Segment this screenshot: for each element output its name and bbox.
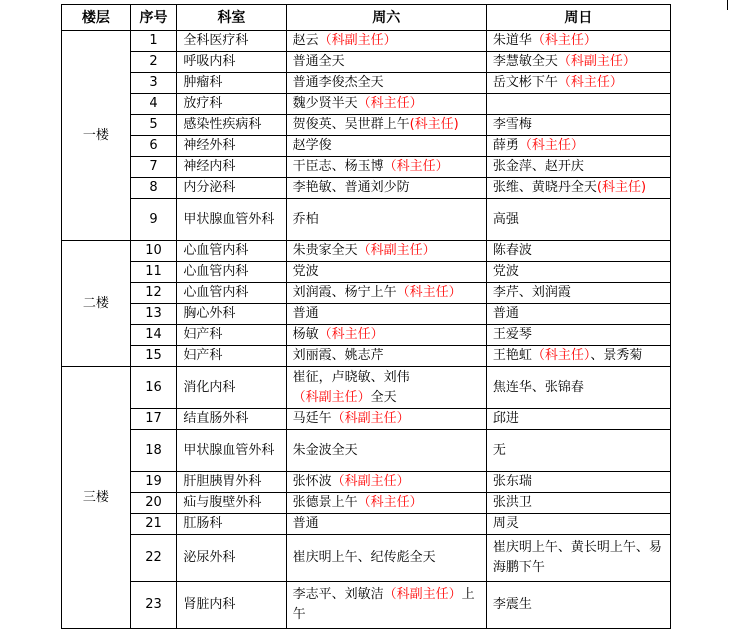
row-number: 16	[130, 367, 177, 409]
doctor-text: 干臣志、杨玉博	[292, 159, 384, 174]
row-number: 19	[130, 472, 177, 493]
saturday-cell	[286, 283, 486, 304]
header-floor: 楼层	[62, 5, 131, 31]
doctor-text: 张怀波	[292, 474, 332, 489]
title-text: （科主任）	[383, 159, 449, 174]
saturday-cell	[286, 199, 486, 241]
table-row	[62, 157, 671, 178]
doctor-text: 王爱琴	[492, 327, 532, 342]
sunday-cell	[486, 157, 670, 178]
table-row	[62, 325, 671, 346]
doctor-text: 乔柏	[292, 211, 319, 227]
saturday-cell	[286, 346, 486, 367]
table-row	[62, 241, 671, 262]
sunday-cell	[486, 52, 670, 73]
doctor-text: 普通	[292, 306, 319, 321]
doctor-text: 张洪卫	[492, 495, 532, 510]
doctor-text: 党波	[292, 264, 319, 279]
doctor-text: 刘丽霞、姚志芹	[292, 348, 384, 363]
row-number: 17	[130, 409, 177, 430]
saturday-cell	[286, 241, 486, 262]
doctor-text: 贺俊英、吴世群上午	[292, 117, 410, 132]
department-cell: 心血管内科	[177, 241, 286, 262]
department-cell: 心血管内科	[177, 283, 286, 304]
doctor-text: 崔庆明上午、纪传彪全天	[292, 550, 436, 565]
sunday-cell	[486, 199, 670, 241]
row-number: 4	[130, 94, 177, 115]
department-cell: 肿瘤科	[177, 73, 286, 94]
title-text: （科副主任）	[331, 474, 410, 489]
department-cell: 放疗科	[177, 94, 286, 115]
doctor-text: 王艳虹	[492, 348, 532, 363]
row-number: 8	[130, 178, 177, 199]
header-dept: 科室	[177, 5, 286, 31]
doctor-text: 普通	[492, 306, 519, 321]
department-cell: 泌尿外科	[177, 535, 286, 582]
table-row	[62, 178, 671, 199]
saturday-cell	[286, 73, 486, 94]
doctor-text: 杨敏	[292, 327, 319, 342]
sunday-cell	[486, 535, 670, 582]
title-text: （科主任）	[557, 75, 623, 90]
table-row	[62, 582, 671, 629]
doctor-text: 焦连华、张锦春	[492, 379, 584, 395]
doctor-text: 马廷午	[292, 411, 332, 426]
table-row	[62, 283, 671, 304]
department-cell: 内分泌科	[177, 178, 286, 199]
title-text: （科主任）	[396, 285, 462, 300]
sunday-cell	[486, 94, 670, 115]
saturday-cell	[286, 535, 486, 582]
floor-cell: 一楼	[62, 31, 131, 241]
department-cell: 心血管内科	[177, 262, 286, 283]
row-number: 22	[130, 535, 177, 582]
sunday-cell	[486, 367, 670, 409]
page-edge-line	[727, 0, 728, 10]
department-cell: 结直肠外科	[177, 409, 286, 430]
saturday-cell	[286, 409, 486, 430]
row-number: 20	[130, 493, 177, 514]
doctor-text: 普通全天	[292, 54, 345, 69]
saturday-cell	[286, 136, 486, 157]
row-number: 1	[130, 31, 177, 52]
title-text: （科主任）	[531, 348, 591, 363]
department-cell: 胸心外科	[177, 304, 286, 325]
title-text: （科主任）	[318, 327, 384, 342]
table-row	[62, 52, 671, 73]
table-row	[62, 367, 671, 409]
row-number: 12	[130, 283, 177, 304]
doctor-text: 朱道华	[492, 33, 532, 48]
saturday-cell	[286, 115, 486, 136]
sunday-cell	[486, 582, 670, 629]
sunday-cell	[486, 262, 670, 283]
doctor-text: 赵云	[292, 33, 319, 48]
doctor-text: 张维、黄晓丹全天	[492, 180, 597, 195]
sunday-cell	[486, 514, 670, 535]
header-num: 序号	[130, 5, 177, 31]
saturday-cell	[286, 472, 486, 493]
doctor-text: 邱进	[492, 411, 519, 426]
doctor-text: 崔征，卢晓敏、刘伟	[292, 369, 410, 385]
table-row	[62, 346, 671, 367]
department-cell: 神经外科	[177, 136, 286, 157]
saturday-cell	[286, 304, 486, 325]
saturday-cell	[286, 94, 486, 115]
row-number: 3	[130, 73, 177, 94]
row-number: 2	[130, 52, 177, 73]
sunday-cell	[486, 304, 670, 325]
schedule-table	[61, 4, 671, 629]
title-text: （科主任）	[357, 495, 423, 510]
department-cell: 呼吸内科	[177, 52, 286, 73]
sunday-cell	[486, 178, 670, 199]
table-row	[62, 136, 671, 157]
doctor-text: 无	[492, 442, 506, 458]
doctor-text: 崔庆明上午、黄长明上午、易海鹏下午	[492, 540, 662, 575]
department-cell: 肛肠科	[177, 514, 286, 535]
floor-cell: 二楼	[62, 241, 131, 367]
schedule-body	[62, 31, 671, 629]
table-row	[62, 73, 671, 94]
title-text: (科主任)	[409, 117, 459, 132]
department-cell: 全科医疗科	[177, 31, 286, 52]
row-number: 11	[130, 262, 177, 283]
title-text: （科副主任）	[318, 33, 397, 48]
department-cell: 甲状腺血管外科	[177, 430, 286, 472]
row-number: 21	[130, 514, 177, 535]
table-row	[62, 115, 671, 136]
saturday-cell	[286, 262, 486, 283]
table-row	[62, 31, 671, 52]
doctor-text: 张德景上午	[292, 495, 358, 510]
title-text: （科副主任）	[292, 389, 371, 405]
table-row	[62, 262, 671, 283]
saturday-cell	[286, 493, 486, 514]
row-number: 5	[130, 115, 177, 136]
department-cell: 神经内科	[177, 157, 286, 178]
title-text: （科主任）	[531, 33, 597, 48]
row-number: 15	[130, 346, 177, 367]
department-cell: 妇产科	[177, 346, 286, 367]
table-row	[62, 535, 671, 582]
department-cell: 甲状腺血管外科	[177, 199, 286, 241]
title-text: （科主任）	[357, 96, 423, 111]
table-row	[62, 304, 671, 325]
title-text: （科副主任）	[557, 54, 636, 69]
row-number: 14	[130, 325, 177, 346]
table-row	[62, 409, 671, 430]
title-text: （科主任）	[518, 138, 584, 153]
department-cell: 肾脏内科	[177, 582, 286, 629]
table-row	[62, 199, 671, 241]
sunday-cell	[486, 430, 670, 472]
doctor-text: 、景秀菊	[590, 348, 643, 363]
doctor-text: 岳文彬下午	[492, 75, 558, 90]
table-row	[62, 472, 671, 493]
saturday-cell	[286, 52, 486, 73]
doctor-text: 朱贵家全天	[292, 243, 358, 258]
sunday-cell	[486, 136, 670, 157]
doctor-text: 李雪梅	[492, 117, 532, 132]
department-cell: 妇产科	[177, 325, 286, 346]
saturday-cell	[286, 367, 486, 409]
title-text: （科副主任）	[331, 411, 410, 426]
sunday-cell	[486, 409, 670, 430]
saturday-cell	[286, 178, 486, 199]
row-number: 23	[130, 582, 177, 629]
header-saturday: 周六	[286, 5, 486, 31]
sunday-cell	[486, 325, 670, 346]
saturday-cell	[286, 582, 486, 629]
doctor-text: 李志平、刘敏洁	[292, 587, 384, 602]
doctor-text: 党波	[492, 264, 519, 279]
saturday-cell	[286, 31, 486, 52]
sunday-cell	[486, 241, 670, 262]
saturday-cell	[286, 514, 486, 535]
header-sunday: 周日	[486, 5, 670, 31]
doctor-text: 赵学俊	[292, 138, 332, 153]
doctor-text: 刘润霞、杨宁上午	[292, 285, 397, 300]
table-row	[62, 493, 671, 514]
title-text: （科副主任）	[357, 243, 436, 258]
table-row	[62, 430, 671, 472]
sunday-cell	[486, 472, 670, 493]
doctor-text: 普通	[292, 516, 319, 531]
doctor-text: 李慧敏全天	[492, 54, 558, 69]
department-cell: 消化内科	[177, 367, 286, 409]
floor-cell: 三楼	[62, 367, 131, 629]
sunday-cell	[486, 346, 670, 367]
doctor-text: 高强	[492, 211, 519, 227]
sunday-cell	[486, 493, 670, 514]
title-text: （科副主任）	[383, 587, 462, 602]
doctor-text: 魏少贤半天	[292, 96, 358, 111]
sunday-cell	[486, 31, 670, 52]
doctor-text: 李芹、刘润霞	[492, 285, 571, 300]
doctor-text: 李震生	[492, 597, 532, 612]
saturday-cell	[286, 325, 486, 346]
doctor-text: 李艳敏、普通刘少防	[292, 180, 410, 195]
saturday-cell	[286, 430, 486, 472]
row-number: 10	[130, 241, 177, 262]
doctor-text: 普通李俊杰全天	[292, 75, 384, 90]
department-cell: 感染性疾病科	[177, 115, 286, 136]
row-number: 13	[130, 304, 177, 325]
sunday-cell	[486, 73, 670, 94]
doctor-text: 陈春波	[492, 243, 532, 258]
table-row	[62, 514, 671, 535]
doctor-text: 全天	[370, 389, 397, 405]
department-cell: 肝胆胰胃外科	[177, 472, 286, 493]
department-cell: 疝与腹壁外科	[177, 493, 286, 514]
doctor-text: 朱金波全天	[292, 442, 358, 458]
title-text: (科主任)	[596, 180, 647, 195]
sunday-cell	[486, 115, 670, 136]
doctor-text: 上午	[292, 587, 475, 622]
table-row	[62, 94, 671, 115]
row-number: 18	[130, 430, 177, 472]
header-row	[62, 5, 671, 31]
sunday-cell	[486, 283, 670, 304]
doctor-text: 薛勇	[492, 138, 519, 153]
row-number: 6	[130, 136, 177, 157]
saturday-cell	[286, 157, 486, 178]
doctor-text: 周灵	[492, 516, 519, 531]
doctor-text: 张东瑞	[492, 474, 532, 489]
row-number: 7	[130, 157, 177, 178]
doctor-text: 张金萍、赵开庆	[492, 159, 584, 174]
row-number: 9	[130, 199, 177, 241]
